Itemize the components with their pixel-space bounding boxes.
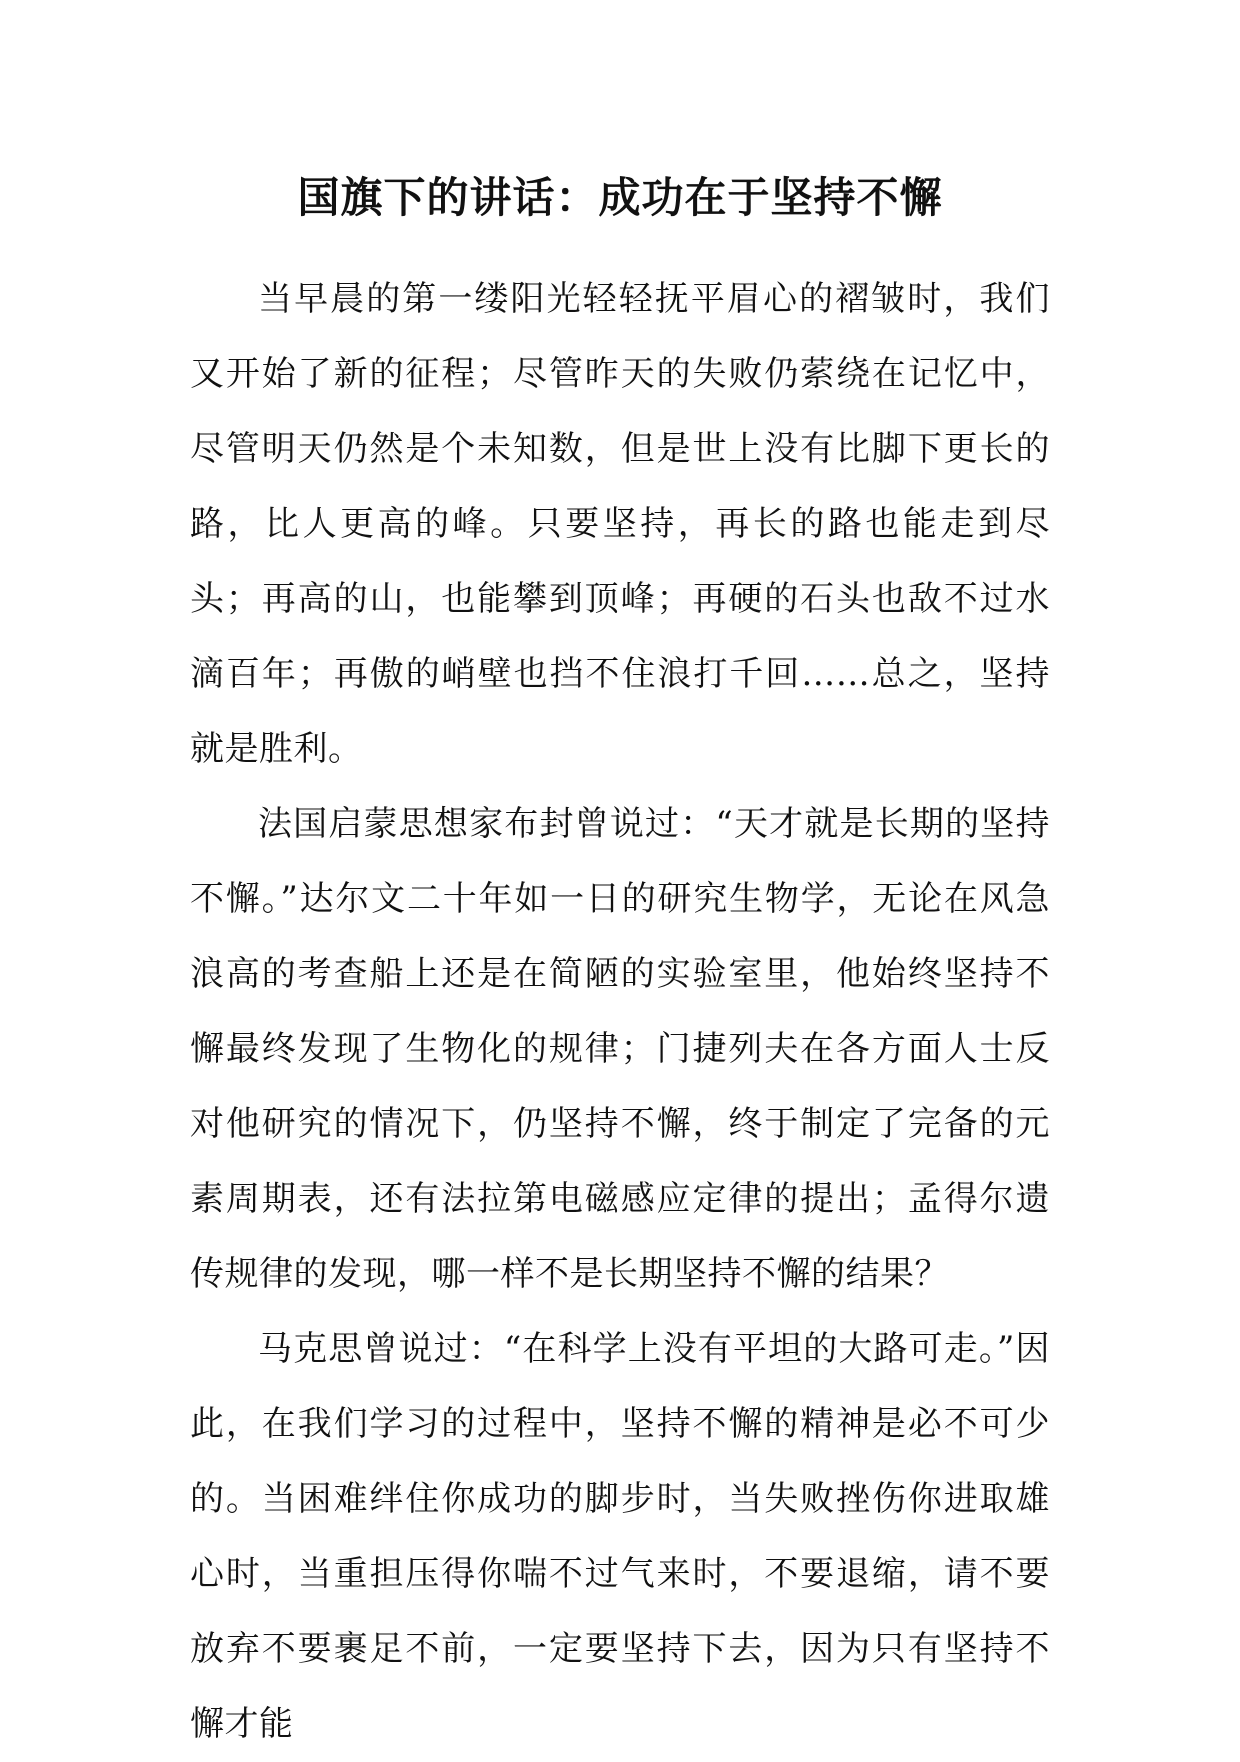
paragraph-2: 法国启蒙思想家布封曾说过：“天才就是长期的坚持不懈。”达尔文二十年如一日的研究生物学，无论在风急浪高的考查船上还是在简陋的实验室里，他始终坚持不懈最终发现了生物化的规律；门捷列夫在各方面人士反对他研究的情况下，仍坚持不懈，终于制定了完备的元素周期表，还有法拉第电磁感应定律的提出；孟得尔遗传规律的发现，哪一样不是长期坚持不懈的结果？ [190,804,1050,1294]
document-body [190,262,1050,1762]
paragraph-1: 当早晨的第一缕阳光轻轻抚平眉心的褶皱时，我们又开始了新的征程；尽管昨天的失败仍萦绕在记忆中，尽管明天仍然是个未知数，但是世上没有比脚下更长的路，比人更高的峰。只要坚持，再长的路也能走到尽头；再高的山，也能攀到顶峰；再硬的石头也敌不过水滴百年；再傲的峭壁也挡不住浪打千回……总之，坚持就是胜利。 [190,279,1050,769]
document-title: 国旗下的讲话：成功在于坚持不懈 [297,173,943,222]
paragraph-3: 马克思曾说过：“在科学上没有平坦的大路可走。”因此，在我们学习的过程中，坚持不懈的精神是必不可少的。当困难绊住你成功的脚步时，当失败挫伤你进取雄心时，当重担压得你喘不过气来时，不要退缩，请不要放弃不要裹足不前，一定要坚持下去，因为只有坚持不懈才能 [190,1329,1050,1744]
